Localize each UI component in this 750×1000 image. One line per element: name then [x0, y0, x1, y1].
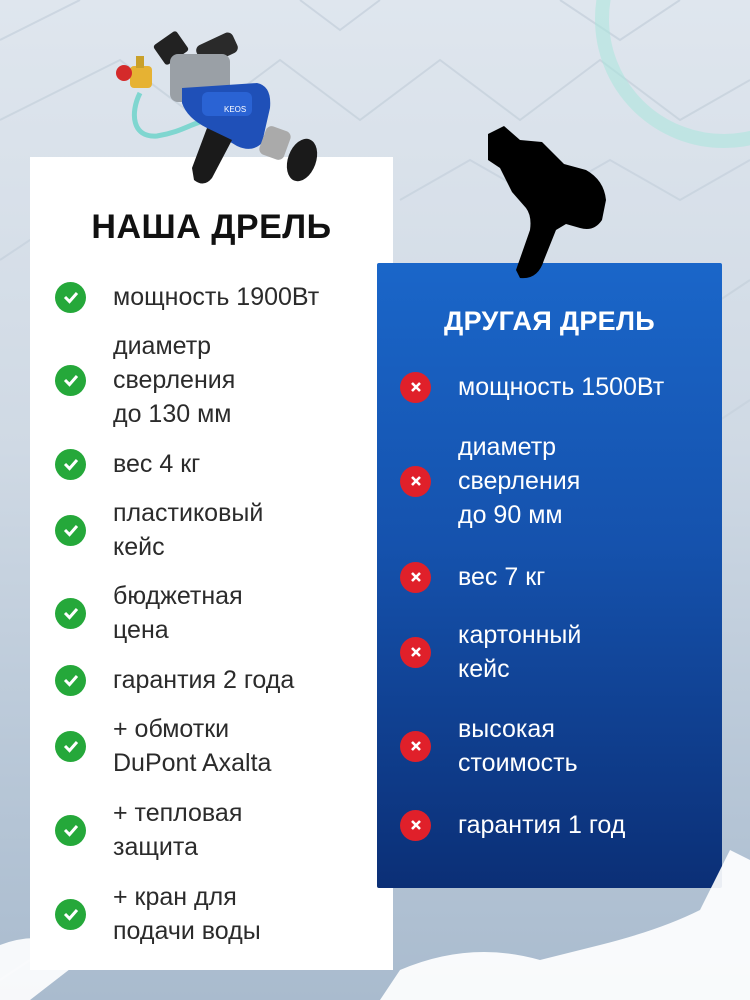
our-feature-6 — [55, 663, 294, 697]
other-feature-1 — [400, 370, 664, 404]
other-drill-title: ДРУГАЯ ДРЕЛЬ — [444, 306, 655, 336]
feature-label: диаметр сверления до 130 мм — [113, 332, 236, 428]
cross-icon — [400, 466, 431, 497]
other-feature-6 — [400, 808, 625, 842]
feature-label: гарантия 1 год — [458, 811, 626, 839]
our-feature-2 — [55, 329, 235, 431]
our-feature-4 — [55, 496, 263, 564]
our-feature-1 — [55, 280, 319, 314]
check-icon — [55, 365, 86, 396]
feature-label: + тепловая защита — [113, 799, 243, 861]
brush-stroke-decoration — [0, 850, 750, 1000]
feature-label: гарантия 2 года — [113, 666, 295, 694]
feature-label: вес 7 кг — [458, 563, 546, 591]
check-icon — [55, 598, 86, 629]
feature-label: мощность 1900Вт — [113, 283, 320, 311]
svg-text:KEOS: KEOS — [224, 105, 247, 114]
cross-icon — [400, 810, 431, 841]
other-feature-2 — [400, 430, 580, 532]
cross-icon — [400, 637, 431, 668]
other-feature-5 — [400, 712, 578, 780]
check-icon — [55, 282, 86, 313]
check-icon — [55, 449, 86, 480]
feature-label: + обмотки DuPont Axalta — [113, 715, 272, 777]
other-feature-3 — [400, 560, 545, 594]
our-feature-3 — [55, 447, 200, 481]
feature-label: пластиковый кейс — [113, 499, 264, 561]
check-icon — [55, 815, 86, 846]
feature-label: диаметр сверления до 90 мм — [458, 433, 581, 529]
cross-icon — [400, 372, 431, 403]
feature-label: + кран для подачи воды — [113, 883, 261, 945]
our-feature-5 — [55, 579, 243, 647]
feature-label: мощность 1500Вт — [458, 373, 665, 401]
feature-label: бюджетная цена — [113, 582, 243, 644]
our-drill-title: НАША ДРЕЛЬ — [91, 208, 332, 246]
check-icon — [55, 731, 86, 762]
other-drill-silhouette — [486, 120, 616, 280]
other-feature-4 — [400, 618, 581, 686]
our-drill-image — [112, 28, 332, 198]
cross-icon — [400, 562, 431, 593]
feature-label: высокая стоимость — [458, 715, 578, 777]
check-icon — [55, 515, 86, 546]
feature-label: вес 4 кг — [113, 450, 201, 478]
cross-icon — [400, 731, 431, 762]
check-icon — [55, 665, 86, 696]
feature-label: картонный кейс — [458, 621, 582, 683]
our-feature-7 — [55, 712, 271, 780]
